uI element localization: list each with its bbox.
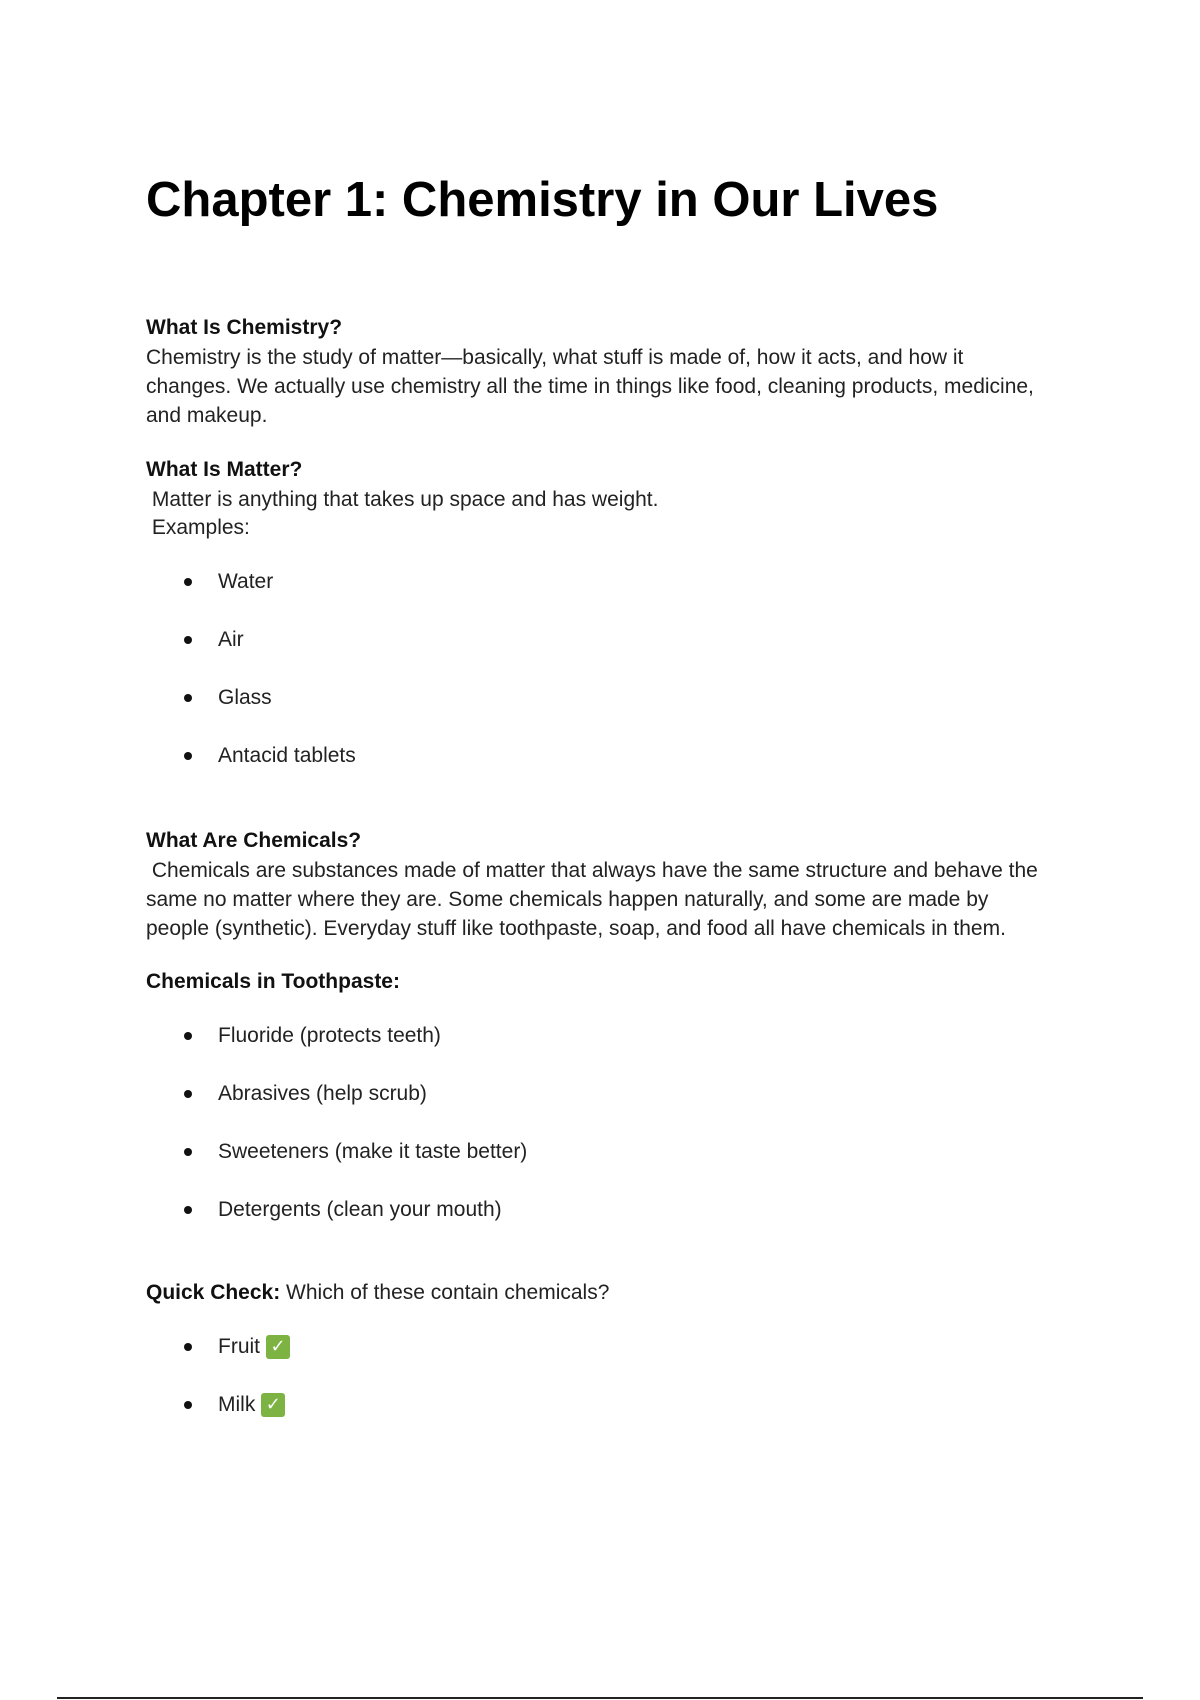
list-item (184, 1335, 290, 1359)
chemistry-heading: What Is Chemistry? (146, 316, 343, 339)
list-item-text: Abrasives (help scrub) (218, 1082, 427, 1105)
list-item-text: Antacid tablets (218, 744, 356, 767)
toothpaste-heading: Chemicals in Toothpaste: (146, 970, 400, 993)
check-mark-icon: ✓ (261, 1393, 285, 1417)
quick-check-question (146, 1281, 609, 1305)
bullet-icon (184, 1148, 192, 1156)
list-item-text: Milk (218, 1393, 256, 1416)
chemistry-text-line-2: changes. We actually use chemistry all the time in things like food, cleaning products, medicine, (146, 375, 1034, 398)
bullet-icon (184, 1401, 192, 1409)
chemicals-text-line-3: people (synthetic). Everyday stuff like toothpaste, soap, and food all have chemicals in them. (146, 917, 1006, 940)
bullet-icon (184, 1090, 192, 1098)
matter-examples-label: Examples: (146, 516, 250, 539)
list-item-text: Water (218, 570, 274, 593)
list-item (184, 686, 272, 710)
bullet-icon (184, 1206, 192, 1214)
list-item (184, 1082, 427, 1106)
list-item (184, 1393, 285, 1417)
chemicals-text-line-2: same no matter where they are. Some chemicals happen naturally, and some are made by (146, 888, 989, 911)
matter-definition: Matter is anything that takes up space and has weight. (146, 488, 659, 511)
list-item-text: Glass (218, 686, 272, 709)
list-item-text: Detergents (clean your mouth) (218, 1198, 502, 1221)
chemistry-text-line-1: Chemistry is the study of matter—basically, what stuff is made of, how it acts, and how it (146, 346, 964, 369)
check-mark-icon: ✓ (266, 1335, 290, 1359)
bullet-icon (184, 1343, 192, 1351)
page-title: Chapter 1: Chemistry in Our Lives (146, 173, 939, 227)
list-item (184, 1198, 502, 1222)
bullet-icon (184, 694, 192, 702)
chemicals-heading: What Are Chemicals? (146, 829, 362, 852)
bullet-icon (184, 1032, 192, 1040)
list-item (184, 570, 273, 594)
page-bottom-rule (57, 1697, 1143, 1699)
list-item (184, 744, 356, 768)
chemistry-text-line-3: and makeup. (146, 404, 268, 427)
list-item-text: Sweeteners (make it taste better) (218, 1140, 528, 1163)
bullet-icon (184, 578, 192, 586)
bullet-icon (184, 636, 192, 644)
quick-check-label: Quick Check: (146, 1281, 281, 1304)
bullet-icon (184, 752, 192, 760)
list-item-text: Fluoride (protects teeth) (218, 1024, 441, 1047)
list-item (184, 1140, 527, 1164)
list-item-text: Fruit (218, 1335, 260, 1358)
chemicals-text-line-1: Chemicals are substances made of matter that always have the same structure and behave the (146, 859, 1038, 882)
matter-heading: What Is Matter? (146, 458, 303, 481)
list-item (184, 1024, 441, 1048)
quick-check-text: Which of these contain chemicals? (280, 1281, 610, 1304)
list-item-text: Air (218, 628, 244, 651)
list-item (184, 628, 244, 652)
